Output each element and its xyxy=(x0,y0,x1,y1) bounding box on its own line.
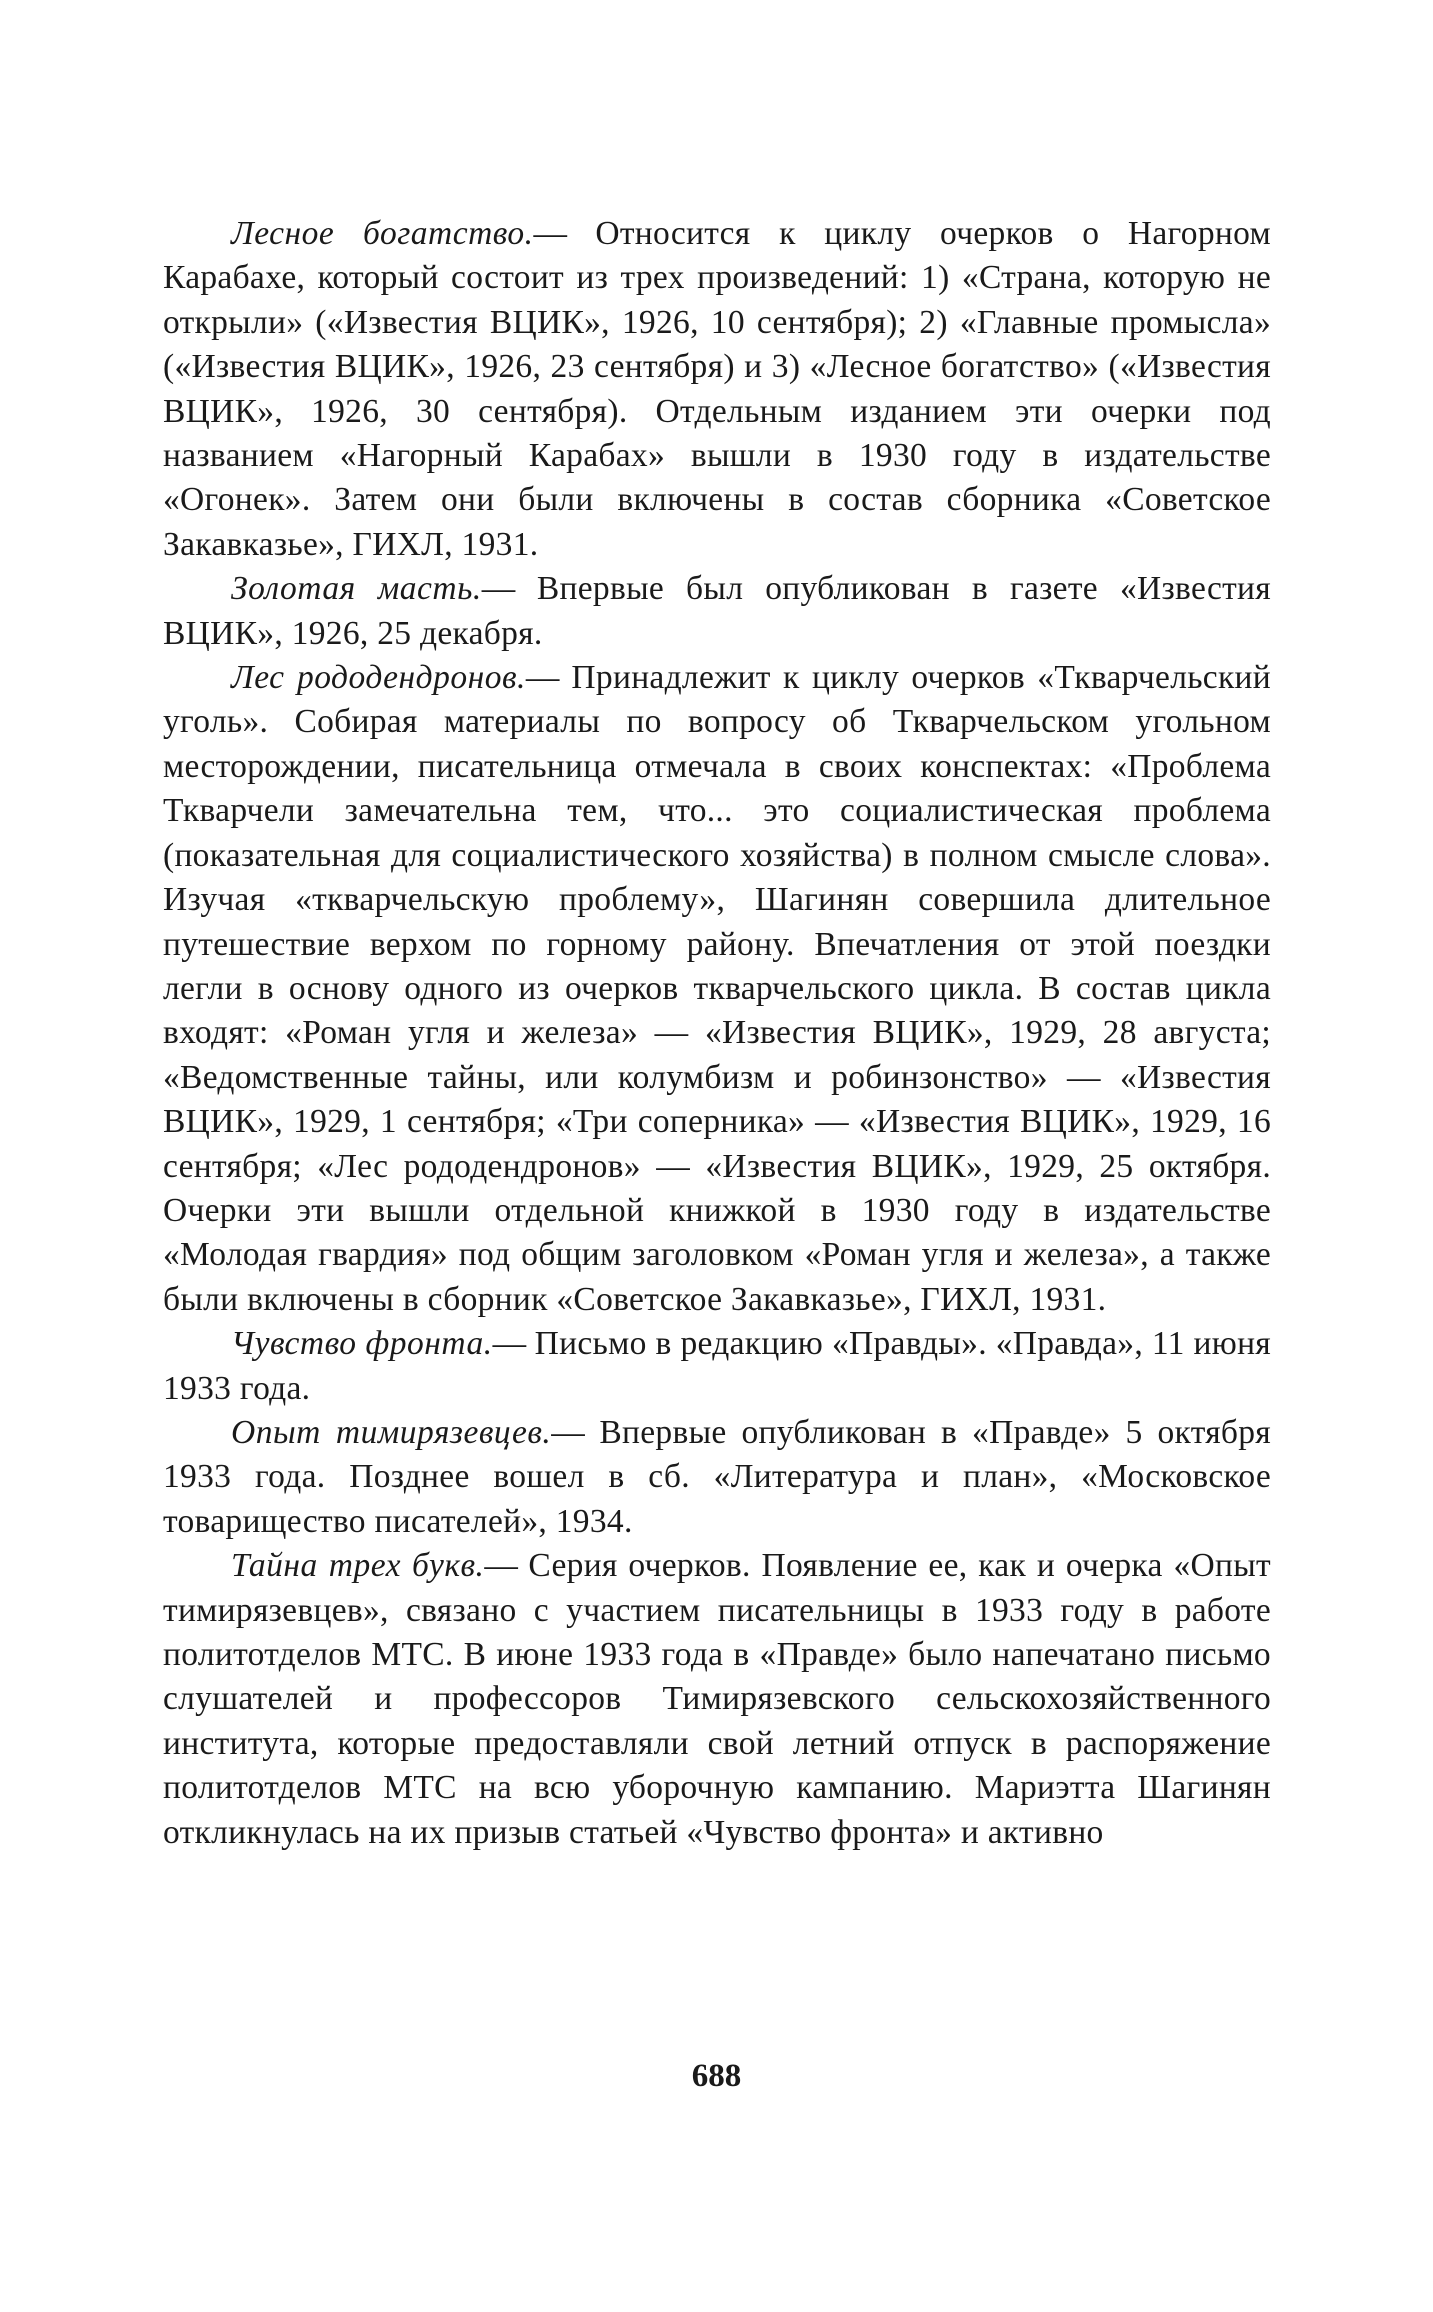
entry-title: Чувство фронта. xyxy=(231,1325,493,1363)
entry-title: Лес рододендронов. xyxy=(231,659,526,697)
entry-title: Опыт тимирязевцев. xyxy=(231,1413,552,1451)
entry-text: Принадлежит к циклу очерков «Ткварчельский уголь». Собирая материалы по вопросу об Ткварчельском угольном месторождении, писательница отмечала в своих конспектах: «Проблема Ткварчели замечательна тем, что... это социалистическая проблема (показательная для социалистического хозяйства) в полном смысле слова». Изучая «ткварчельскую проблему», Шагинян совершила длительное путешествие верхом по горному району. Впечатления от этой поездки легли в основу одного из очерков ткварчельского цикла. В состав цикла входят: «Роман угля и железа» — «Известия ВЦИК», 1929, 28 августа; «Ведомственные тайны, или колумбизм и робинзонство» — «Известия ВЦИК», 1929, 1 сентября; «Три соперника» — «Известия ВЦИК», 1929, 16 сентября; «Лес рододендронов» — «Известия ВЦИК», 1929, 25 октября. Очерки эти вышли отдельной книжкой в 1930 году в издательстве «Молодая гвардия» под общим заголовком «Роман угля и железа», а также были включены в сборник «Советское Закавказье», ГИХЛ, 1931. xyxy=(163,659,1271,1318)
page-text-block xyxy=(163,212,1271,1855)
commentary-entry: Опыт тимирязевцев.— Впервые опубликован в «Правде» 5 октября 1933 года. Позднее вошел в сб. «Литература и план», «Московское товарищество писателей», 1934. xyxy=(163,1413,1271,1540)
commentary-entry: Лесное богатство.— Относится к циклу очерков о Нагорном Карабахе, который состоит из трех произведений: 1) «Страна, которую не открыли» («Известия ВЦИК», 1926, 10 сентября); 2) «Главные промысла» («Известия ВЦИК», 1926, 23 сентября) и 3) «Лесное богатство» («Известия ВЦИК», 1926, 30 сентября). Отдельным изданием эти очерки под названием «Нагорный Карабах» вышли в 1930 году в издательстве «Огонек». Затем они были включены в состав сборника «Советское Закавказье», ГИХЛ, 1931. xyxy=(163,215,1272,563)
entry-text: Серия очерков. Появление ее, как и очерка «Опыт тимирязевцев», связано с участием писательницы в 1933 году в работе политотделов МТС. В июне 1933 года в «Правде» было напечатано письмо слушателей и профессоров Тимирязевского сельскохозяйственного института, которые предоставляли свой летний отпуск в распоряжение политотделов МТС на всю уборочную кампанию. Мариэтта Шагинян откликнулась на их призыв статьей «Чувство фронта» и активно xyxy=(163,1547,1271,1851)
commentary-entry: Золотая масть.— Впервые был опубликован в газете «Известия ВЦИК», 1926, 25 декабря. xyxy=(163,570,1271,652)
commentary-entry: Лес рододендронов.— Принадлежит к циклу очерков «Ткварчельский уголь». Собирая материалы по вопросу об Ткварчельском угольном месторождении, писательница отмечала в своих конспектах: «Проблема Ткварчели замечательна тем, что... это социалистическая проблема (показательная для социалистического хозяйства) в полном смысле слова». Изучая «ткварчельскую проблему», Шагинян совершила длительное путешествие верхом по горному району. Впечатления от этой поездки легли в основу одного из очерков ткварчельского цикла. В состав цикла входят: «Роман угля и железа» — «Известия ВЦИК», 1929, 28 августа; «Ведомственные тайны, или колумбизм и робинзонство» — «Известия ВЦИК», 1929, 1 сентября; «Три соперника» — «Известия ВЦИК», 1929, 16 сентября; «Лес рододендронов» — «Известия ВЦИК», 1929, 25 октября. Очерки эти вышли отдельной книжкой в 1930 году в издательстве «Молодая гвардия» под общим заголовком «Роман угля и железа», а также были включены в сборник «Советское Закавказье», ГИХЛ, 1931. xyxy=(163,659,1271,1318)
entry-text: Письмо в редакцию «Правды». «Правда», 11 июня 1933 года. xyxy=(163,1325,1272,1407)
page-number: 688 xyxy=(691,2058,742,2094)
entry-text: Относится к циклу очерков о Нагорном Карабахе, который состоит из трех произведений: 1) «Страна, которую не открыли» («Известия ВЦИК», 1926, 10 сентября); 2) «Главные промысла» («Известия ВЦИК», 1926, 23 сентября) и 3) «Лесное богатство» («Известия ВЦИК», 1926, 30 сентября). Отдельным изданием эти очерки под названием «Нагорный Карабах» вышли в 1930 году в издательстве «Огонек». Затем они были включены в состав сборника «Советское Закавказье», ГИХЛ, 1931. xyxy=(163,215,1272,563)
entry-title: Тайна трех букв. xyxy=(231,1547,485,1585)
commentary-entry: Чувство фронта.— Письмо в редакцию «Правды». «Правда», 11 июня 1933 года. xyxy=(163,1325,1272,1407)
entry-text: Впервые был опубликован в газете «Известия ВЦИК», 1926, 25 декабря. xyxy=(163,570,1271,652)
commentary-entry: Тайна трех букв.— Серия очерков. Появление ее, как и очерка «Опыт тимирязевцев», связано с участием писательницы в 1933 году в работе политотделов МТС. В июне 1933 года в «Правде» было напечатано письмо слушателей и профессоров Тимирязевского сельскохозяйственного института, которые предоставляли свой летний отпуск в распоряжение политотделов МТС на всю уборочную кампанию. Мариэтта Шагинян откликнулась на их призыв статьей «Чувство фронта» и активно xyxy=(163,1547,1271,1851)
entry-text: Впервые опубликован в «Правде» 5 октября 1933 года. Позднее вошел в сб. «Литература и план», «Московское товарищество писателей», 1934. xyxy=(163,1413,1271,1540)
entry-title: Золотая масть. xyxy=(231,570,482,608)
entry-title: Лесное богатство. xyxy=(231,215,534,252)
